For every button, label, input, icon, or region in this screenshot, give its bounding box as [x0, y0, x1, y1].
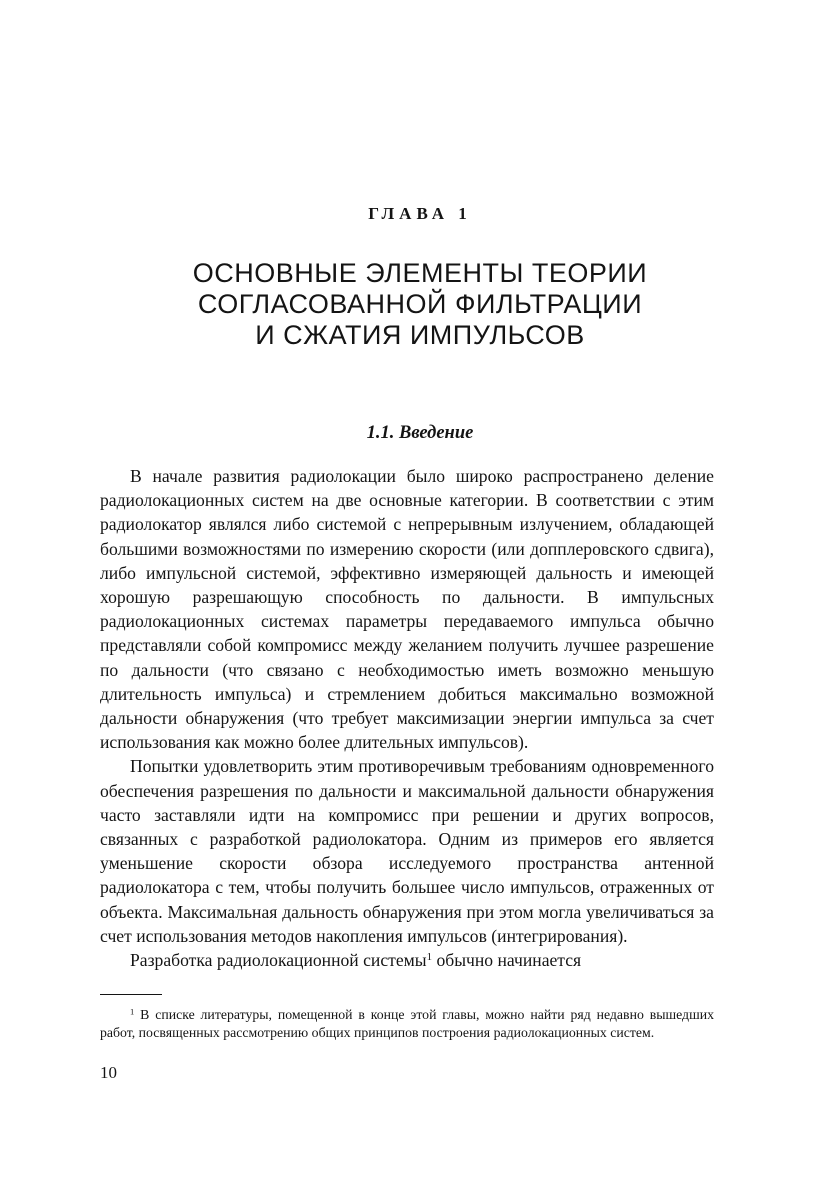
footnote — [100, 1006, 714, 1041]
footnote-mark: 1 — [130, 1006, 135, 1017]
body-text — [100, 464, 714, 972]
section-heading: 1.1. Введение — [366, 423, 474, 443]
paragraph: Попытки удовлетворить этим противоречивым требованиям одновременного обеспечения разрешения по дальности и максимальной дальности обнаружения часто заставляли идти на компромисс при решении и других вопросов, связанных с разработкой радиолокатора. Одним из примеров его является уменьшение скорости обзора исследуемого пространства антенной радиолокатора с тем, чтобы получить большее число импульсов, отраженных от объекта. Максимальная дальность обнаружения при этом могла увеличиваться за счет использования методов накопления импульсов (интегрирования). — [100, 756, 714, 946]
footnote-divider — [100, 994, 162, 995]
paragraph: В начале развития радиолокации было широко распространено деление радиолокационных систем на две основные категории. В соответствии с этим радиолокатор являлся либо системой с непрерывным излучением, обладающей большими возможностями по измерению скорости (или допплеровского сдвига), либо импульсной системой, эффективно измеряющей дальность и имеющей хорошую разрешающую способность по дальности. В импульсных радиолокационных системах параметры передаваемого импульса обычно представляли собой компромисс между желанием получить лучшее разрешение по дальности (что связано с необходимостью иметь возможно меньшую длительность импульса) и стремлением добиться максимально возможной дальности обнаружения (что требует максимизации энергии импульса за счет использования как можно более длительных импульсов). — [100, 466, 714, 753]
chapter-label: ГЛАВА 1 — [368, 204, 472, 223]
chapter-title-line: И СЖАТИЯ ИМПУЛЬСОВ — [255, 320, 585, 350]
footnote-text: В списке литературы, помещенной в конце этой главы, можно найти ряд недавно вышедших работ, посвященных рассмотрению общих принципов построения радиолокационных систем. — [100, 1007, 714, 1040]
footnote-reference[interactable]: 1 — [426, 951, 433, 964]
paragraph-text: Разработка радиолокационной системы — [130, 950, 427, 971]
chapter-title-line: СОГЛАСОВАННОЙ ФИЛЬТРАЦИИ — [197, 289, 643, 319]
paragraph-text: обычно начинается — [432, 950, 582, 971]
page-number: 10 — [100, 1063, 117, 1082]
chapter-title — [0, 258, 840, 351]
footnote-paragraph — [100, 1006, 714, 1041]
paragraph — [100, 948, 714, 972]
chapter-title-line: ОСНОВНЫЕ ЭЛЕМЕНТЫ ТЕОРИИ — [192, 258, 648, 288]
